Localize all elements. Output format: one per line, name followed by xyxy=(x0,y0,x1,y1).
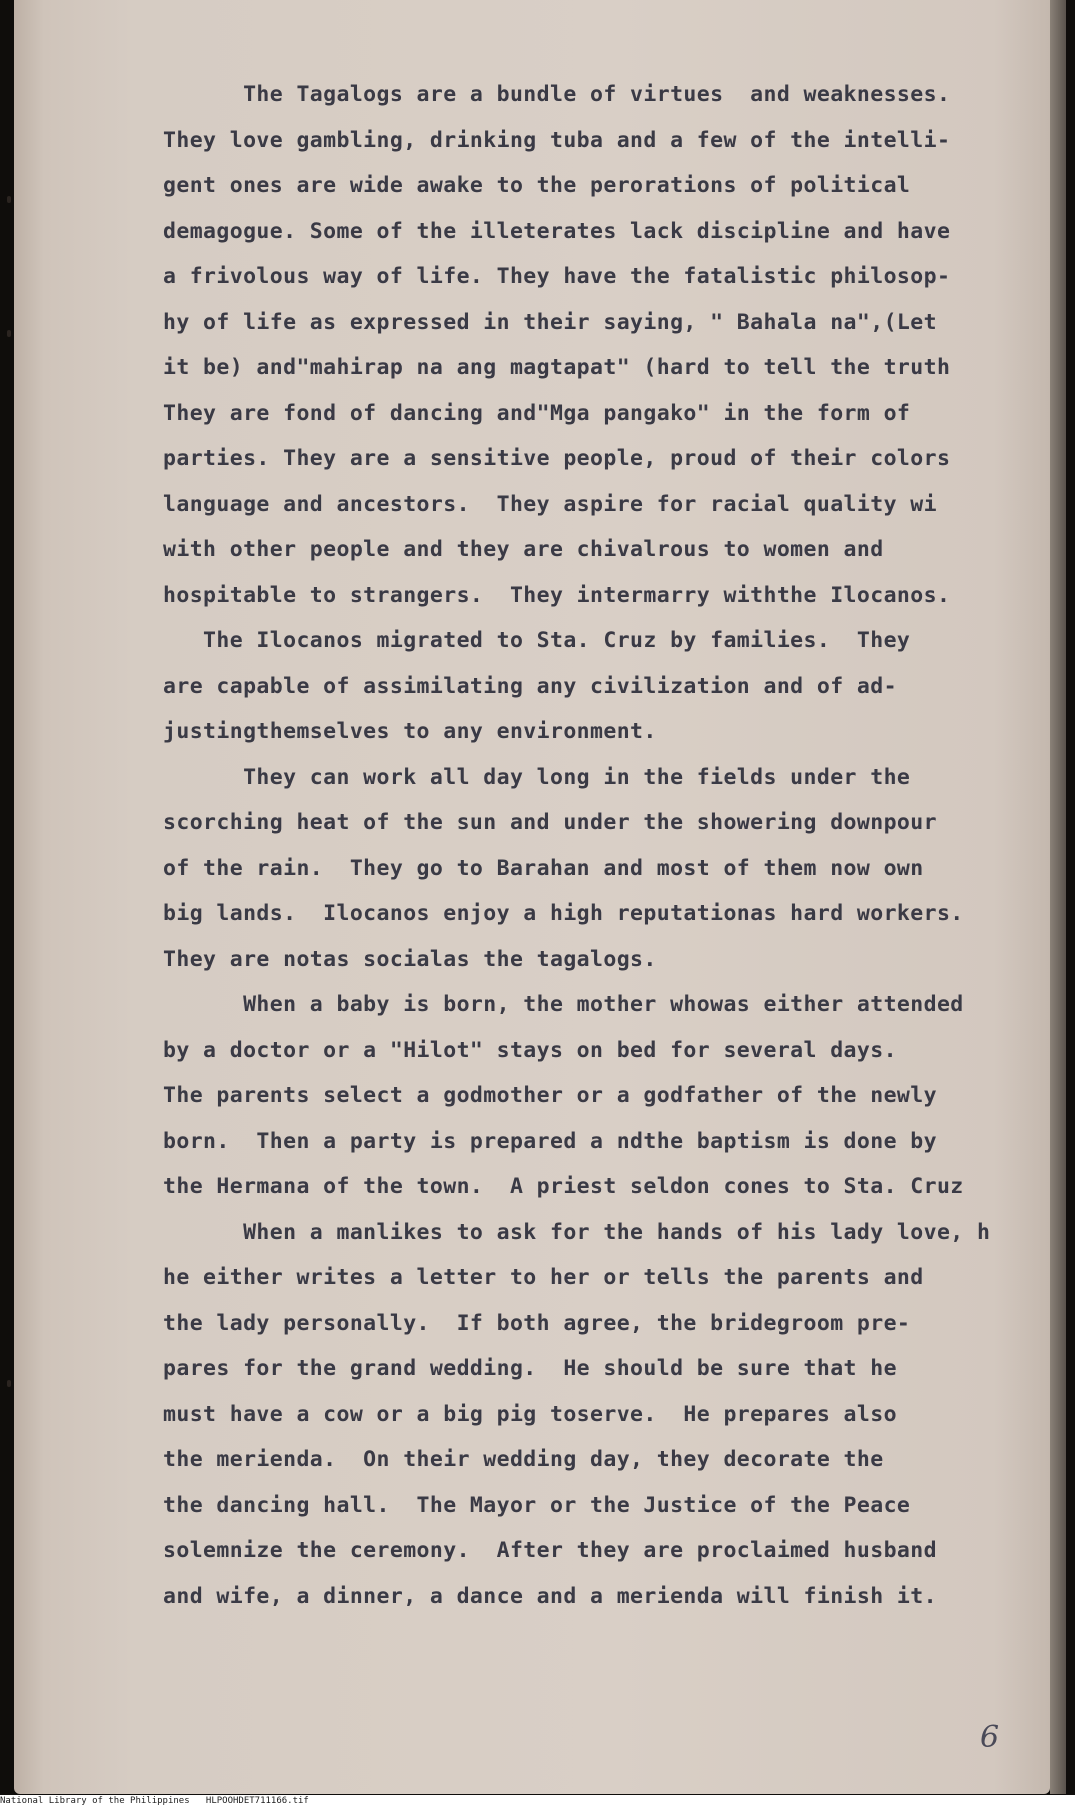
text-line: scorching heat of the sun and under the showering downpour xyxy=(163,810,937,835)
text-line: big lands. Ilocanos enjoy a high reputationas hard workers. xyxy=(163,901,964,926)
text-line: born. Then a party is prepared a ndthe baptism is done by xyxy=(163,1128,937,1154)
scan-footer: National Library of the Philippines HLPOOHDET711166.tif xyxy=(0,1795,1075,1808)
text-line: pares for the grand wedding. He should be sure that he xyxy=(163,1356,897,1381)
text-line: When a baby is born, the mother whowas either attended xyxy=(163,992,964,1017)
text-line: justingthemselves to any environment. xyxy=(163,719,657,744)
text-line: They can work all day long in the fields under the xyxy=(163,764,911,790)
page-number: 6 xyxy=(980,1720,1000,1755)
text-line: The Tagalogs are a bundle of virtues and weaknesses. xyxy=(163,82,951,107)
text-line: the dancing hall. The Mayor or the Justice of the Peace xyxy=(163,1492,911,1518)
text-line: gent ones are wide awake to the perorations of political xyxy=(163,173,911,198)
text-line: solemnize the ceremony. After they are proclaimed husband xyxy=(163,1538,937,1563)
text-line: parties. They are a sensitive people, proud of their colors xyxy=(163,446,951,471)
binding-hole xyxy=(7,1380,11,1387)
text-line: with other people and they are chivalrous to women and xyxy=(163,537,884,562)
text-line: The Ilocanos migrated to Sta. Cruz by families. They xyxy=(163,628,911,653)
text-line: the Hermana of the town. A priest seldon cones to Sta. Cruz xyxy=(163,1174,964,1199)
text-line: When a manlikes to ask for the hands of his lady love, h xyxy=(163,1219,991,1245)
text-line: the lady personally. If both agree, the bridegroom pre- xyxy=(163,1310,911,1336)
text-line: of the rain. They go to Barahan and most of them now own xyxy=(163,855,924,881)
text-line: he either writes a letter to her or tells the parents and xyxy=(163,1265,924,1290)
page-edge xyxy=(1050,0,1066,1794)
text-line: by a doctor or a "Hilot" stays on bed for several days. xyxy=(163,1037,897,1063)
text-line: it be) and"mahirap na ang magtapat" (hard to tell the truth xyxy=(163,355,951,380)
binding-hole xyxy=(7,330,11,337)
text-line: hospitable to strangers. They intermarry withthe Ilocanos. xyxy=(163,582,951,608)
text-line: They love gambling, drinking tuba and a few of the intelli- xyxy=(163,127,951,153)
text-line: and wife, a dinner, a dance and a merienda will finish it. xyxy=(163,1583,937,1609)
binding-hole xyxy=(7,196,11,203)
text-line: the merienda. On their wedding day, they decorate the xyxy=(163,1447,884,1472)
text-line: hy of life as expressed in their saying, " Bahala na",(Let xyxy=(163,309,937,335)
text-line: They are fond of dancing and"Mga pangako" in the form of xyxy=(163,400,911,426)
typewritten-text xyxy=(163,72,1023,1619)
text-line: They are notas socialas the tagalogs. xyxy=(163,946,657,972)
text-line: demagogue. Some of the illeterates lack discipline and have xyxy=(163,218,951,244)
text-line: are capable of assimilating any civilization and of ad- xyxy=(163,673,897,699)
text-line: a frivolous way of life. They have the fatalistic philosop- xyxy=(163,264,951,289)
text-line: The parents select a godmother or a godfather of the newly xyxy=(163,1083,937,1108)
text-line: language and ancestors. They aspire for racial quality wi xyxy=(163,491,937,517)
text-line: must have a cow or a big pig toserve. He prepares also xyxy=(163,1401,897,1427)
